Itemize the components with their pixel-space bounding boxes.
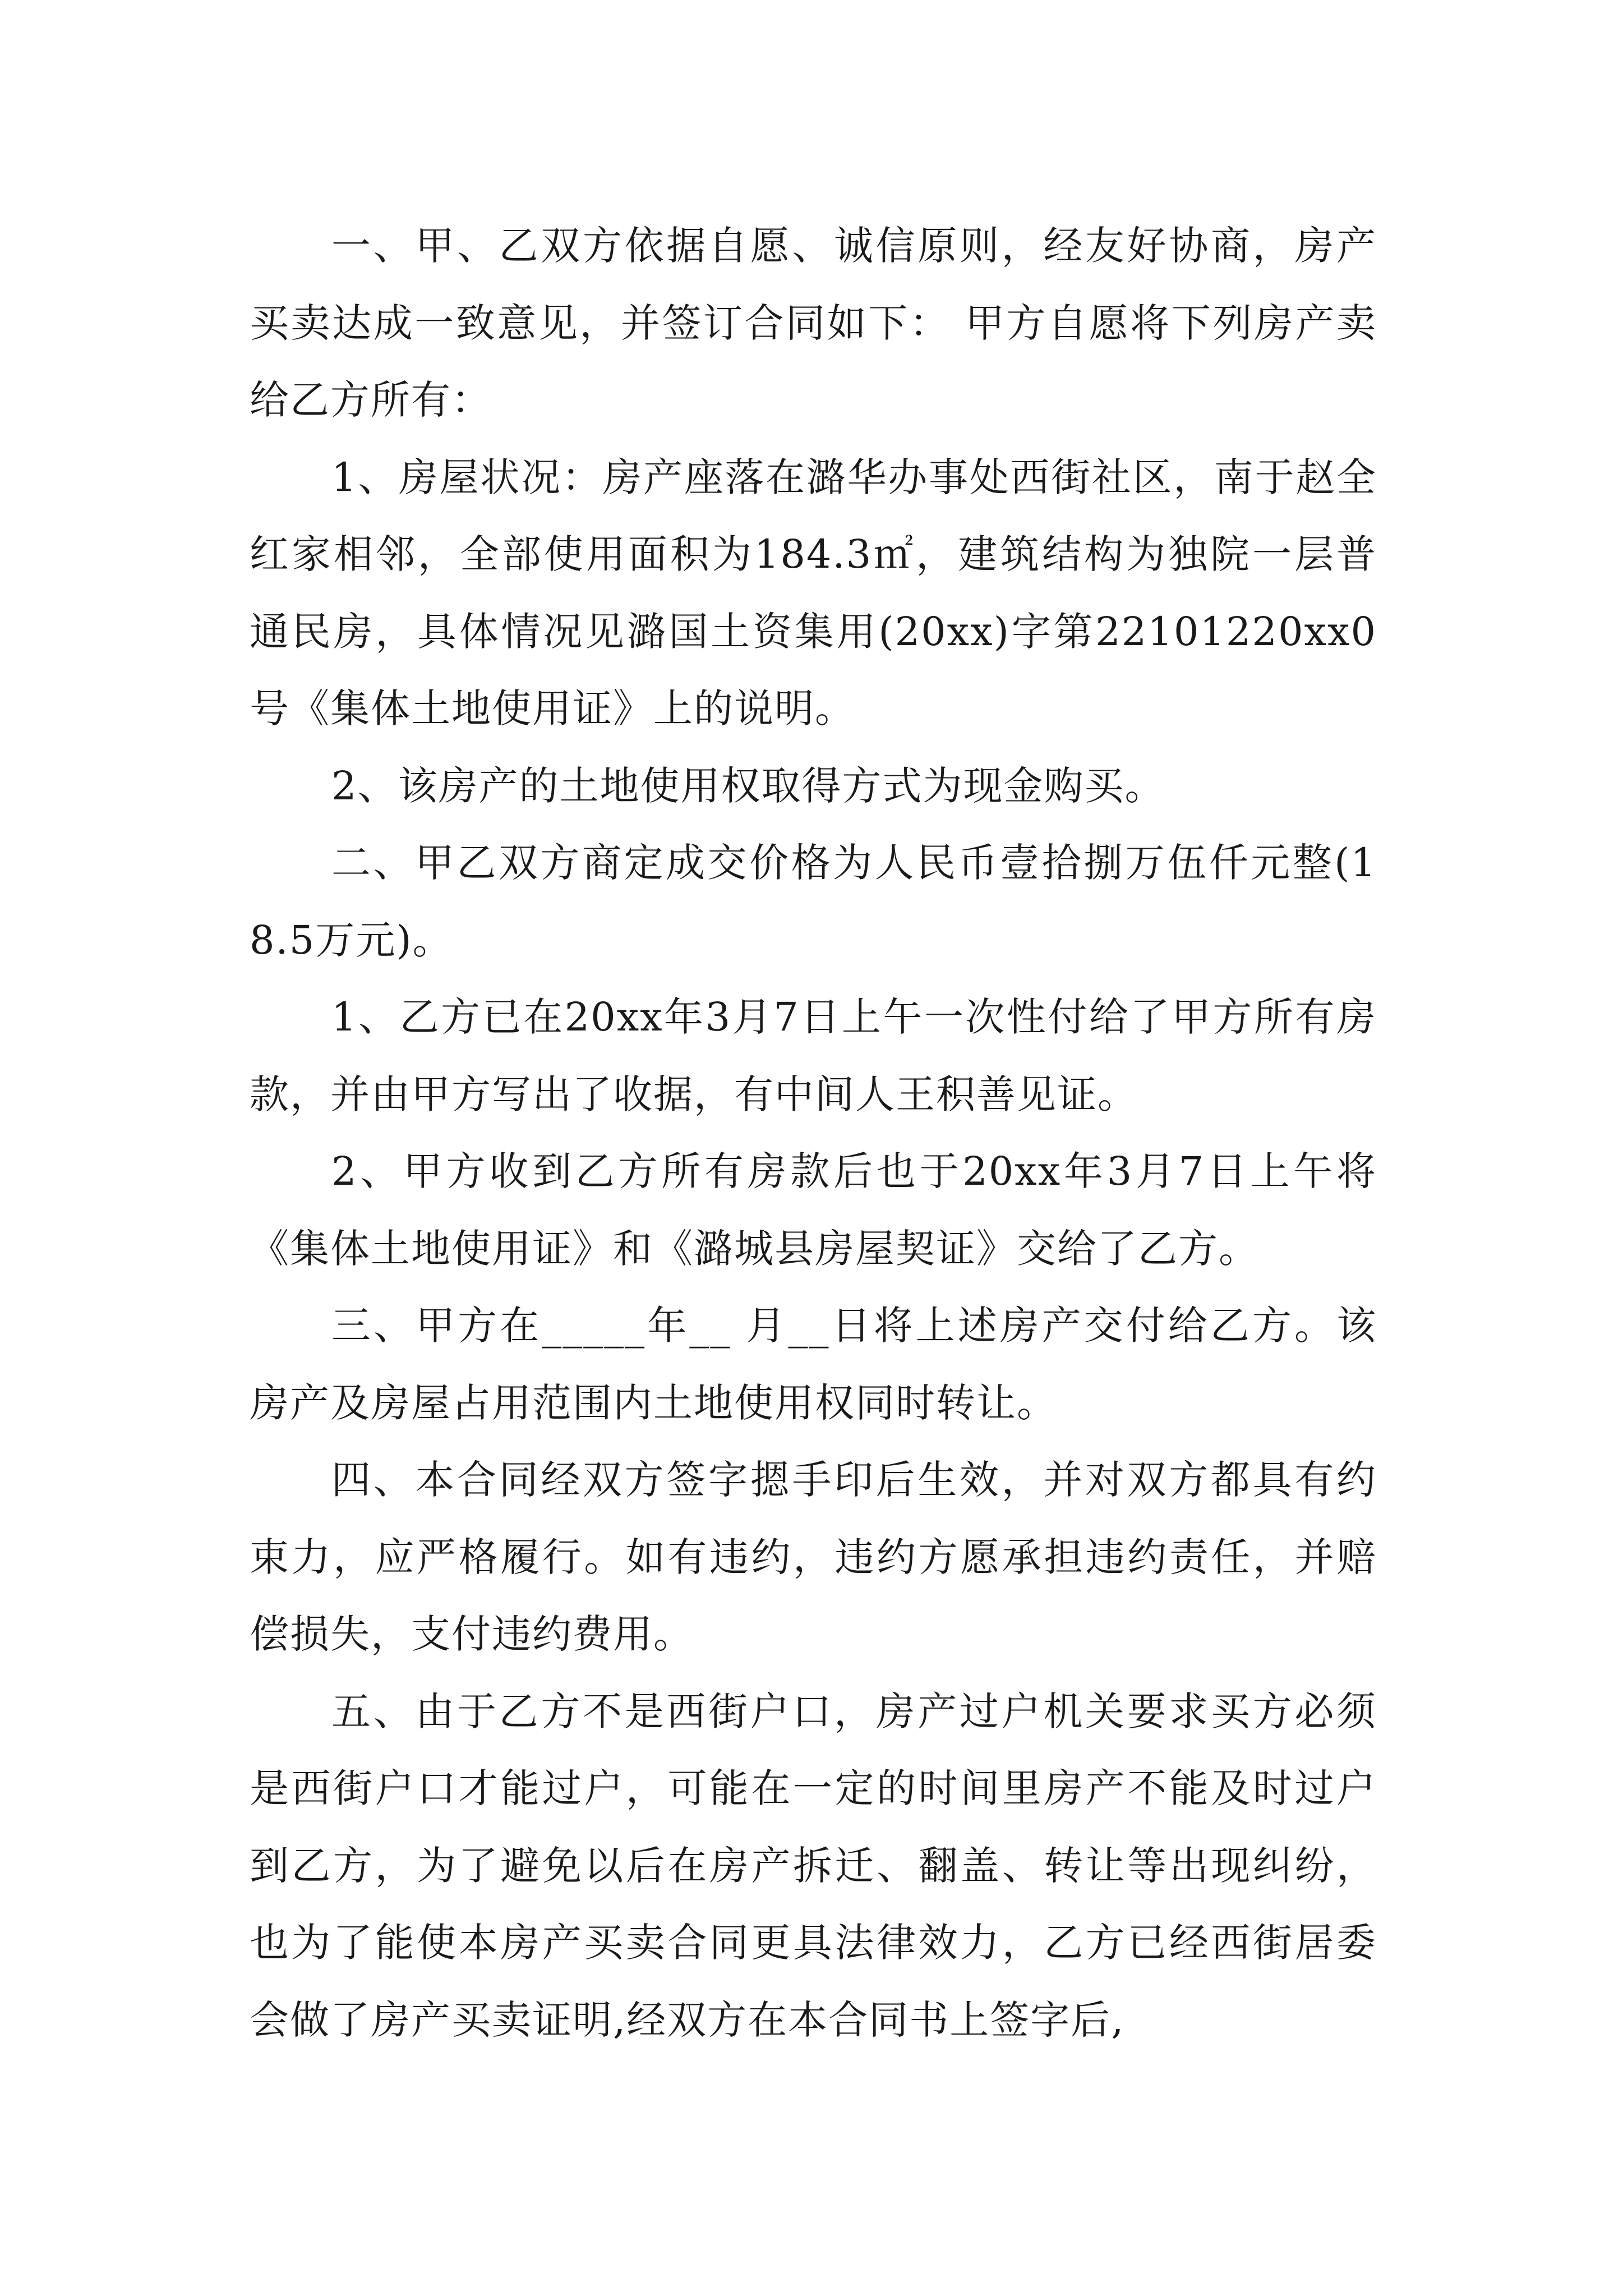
contract-body — [250, 208, 1377, 2059]
paragraph-2: 1、房屋状况：房产座落在潞华办事处西街社区，南于赵全红家相邻，全部使用面积为184.3㎡，建筑结构为独院一层普通民房，具体情况见潞国土资集用(20xx)字第22101220xx0号《集体土地使用证》上的说明。 — [250, 454, 1377, 731]
paragraph-1: 一、甲、乙双方依据自愿、诚信原则，经友好协商，房产买卖达成一致意见，并签订合同如下： 甲方自愿将下列房产卖给乙方所有： — [250, 223, 1377, 423]
paragraph-7: 三、甲方在_____年__ 月__日将上述房产交付给乙方。该房产及房屋占用范围内土地使用权同时转让。 — [250, 1303, 1377, 1426]
paragraph-4: 二、甲乙双方商定成交价格为人民币壹拾捌万伍仟元整(18.5万元)。 — [250, 840, 1377, 963]
paragraph-5: 1、乙方已在20xx年3月7日上午一次性付给了甲方所有房款，并由甲方写出了收据，有中间人王积善见证。 — [250, 994, 1377, 1117]
paragraph-9: 五、由于乙方不是西街户口，房产过户机关要求买方必须是西街户口才能过户，可能在一定的时间里房产不能及时过户到乙方，为了避免以后在房产拆迁、翻盖、转让等出现纠纷，也为了能使本房产买卖合同更具法律效力，乙方已经西街居委会做了房产买卖证明,经双方在本合同书上签字后, — [250, 1688, 1377, 2043]
paragraph-3: 2、该房产的土地使用权取得方式为现金购买。 — [331, 762, 1165, 809]
paragraph-8: 四、本合同经双方签字摁手印后生效，并对双方都具有约束力，应严格履行。如有违约，违约方愿承担违约责任，并赔偿损失，支付违约费用。 — [250, 1457, 1377, 1657]
paragraph-6: 2、甲方收到乙方所有房款后也于20xx年3月7日上午将《集体土地使用证》和《潞城县房屋契证》交给了乙方。 — [250, 1148, 1377, 1272]
